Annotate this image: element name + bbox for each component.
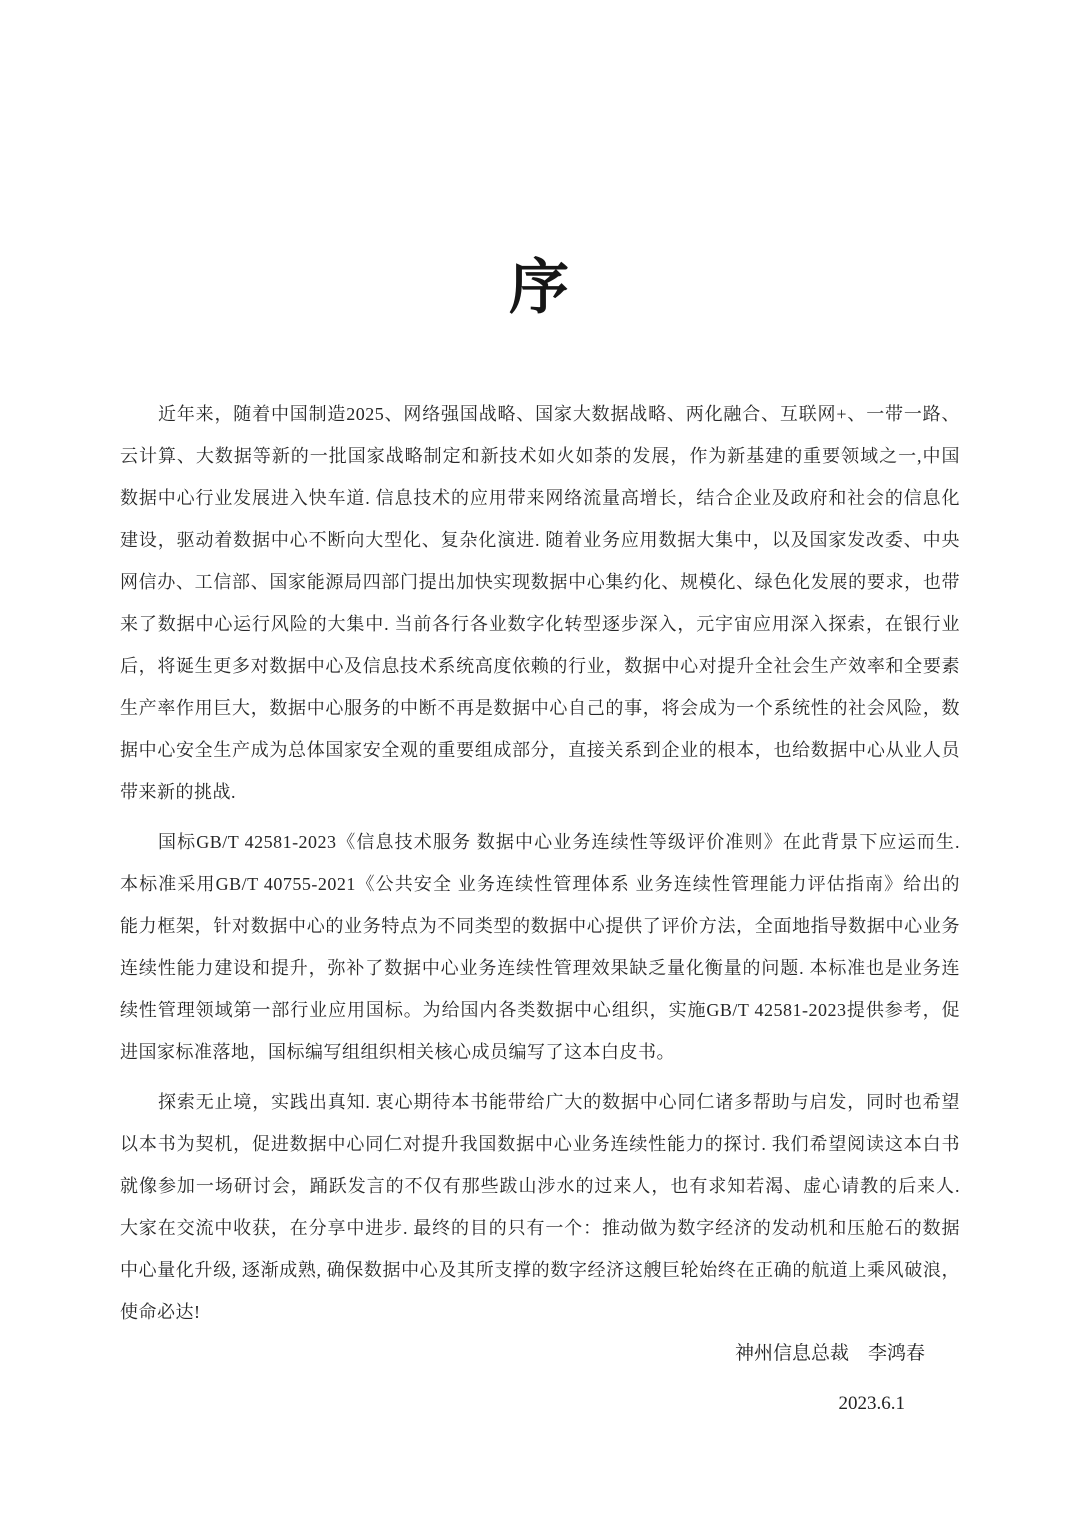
text-line: 云计算、大数据等新的一批国家战略制定和新技术如火如荼的发展，作为新基建的重要领域之一,中国: [120, 446, 960, 466]
text-line: 带来新的挑战.: [120, 782, 236, 802]
preface-body: [0, 393, 1080, 1333]
text-line: 国标GB/T 42581-2023《信息技术服务 数据中心业务连续性等级评价准则》在此背景下应运而生.: [158, 832, 960, 852]
paragraph: [120, 393, 960, 813]
text-line: 大家在交流中收获，在分享中进步. 最终的目的只有一个：推动做为数字经济的发动机和压舱石的数据: [120, 1218, 960, 1238]
text-line: 能力框架，针对数据中心的业务特点为不同类型的数据中心提供了评价方法，全面地指导数据中心业务: [120, 916, 960, 936]
text-line: 中心量化升级, 逐渐成熟, 确保数据中心及其所支撑的数字经济这艘巨轮始终在正确的航道上乘风破浪，: [120, 1260, 960, 1280]
text-line: 后，将诞生更多对数据中心及信息技术系统高度依赖的行业，数据中心对提升全社会生产效率和全要素: [120, 656, 960, 676]
text-line: 近年来，随着中国制造2025、网络强国战略、国家大数据战略、两化融合、互联网+、一带一路、: [158, 404, 960, 424]
signature-line: 神州信息总裁 李鸿春: [734, 1343, 925, 1364]
page-title: 序: [509, 255, 571, 321]
paragraph: [120, 1081, 960, 1333]
text-line: 使命必达!: [120, 1302, 201, 1322]
text-line: 就像参加一场研讨会，踊跃发言的不仅有那些跋山涉水的过来人，也有求知若渴、虚心请教的后来人.: [120, 1176, 960, 1196]
text-line: 探索无止境，实践出真知. 衷心期待本书能带给广大的数据中心同仁诸多帮助与启发，同时也希望: [158, 1092, 960, 1112]
text-line: 来了数据中心运行风险的大集中. 当前各行各业数字化转型逐步深入，元宇宙应用深入探索，在银行业: [120, 614, 960, 634]
text-line: 数据中心行业发展进入快车道. 信息技术的应用带来网络流量高增长，结合企业及政府和社会的信息化: [120, 488, 960, 508]
text-line: 以本书为契机，促进数据中心同仁对提升我国数据中心业务连续性能力的探讨. 我们希望阅读这本白书: [120, 1134, 960, 1154]
date-line: 2023.6.1: [838, 1393, 905, 1414]
text-line: 进国家标准落地，国标编写组组织相关核心成员编写了这本白皮书。: [120, 1042, 675, 1062]
text-line: 据中心安全生产成为总体国家安全观的重要组成部分，直接关系到企业的根本，也给数据中心从业人员: [120, 740, 960, 760]
text-line: 网信办、工信部、国家能源局四部门提出加快实现数据中心集约化、规模化、绿色化发展的要求，也带: [120, 572, 960, 592]
text-line: 续性管理领域第一部行业应用国标。为给国内各类数据中心组织，实施GB/T 42581-2023提供参考，促: [120, 1000, 960, 1020]
paragraph: [120, 821, 960, 1073]
text-line: 本标准采用GB/T 40755-2021《公共安全 业务连续性管理体系 业务连续性管理能力评估指南》给出的: [120, 874, 960, 894]
text-line: 建设，驱动着数据中心不断向大型化、复杂化演进. 随着业务应用数据大集中，以及国家发改委、中央: [120, 530, 960, 550]
text-line: 生产率作用巨大，数据中心服务的中断不再是数据中心自己的事，将会成为一个系统性的社会风险，数: [120, 698, 960, 718]
text-line: 连续性能力建设和提升，弥补了数据中心业务连续性管理效果缺乏量化衡量的问题. 本标准也是业务连: [120, 958, 960, 978]
